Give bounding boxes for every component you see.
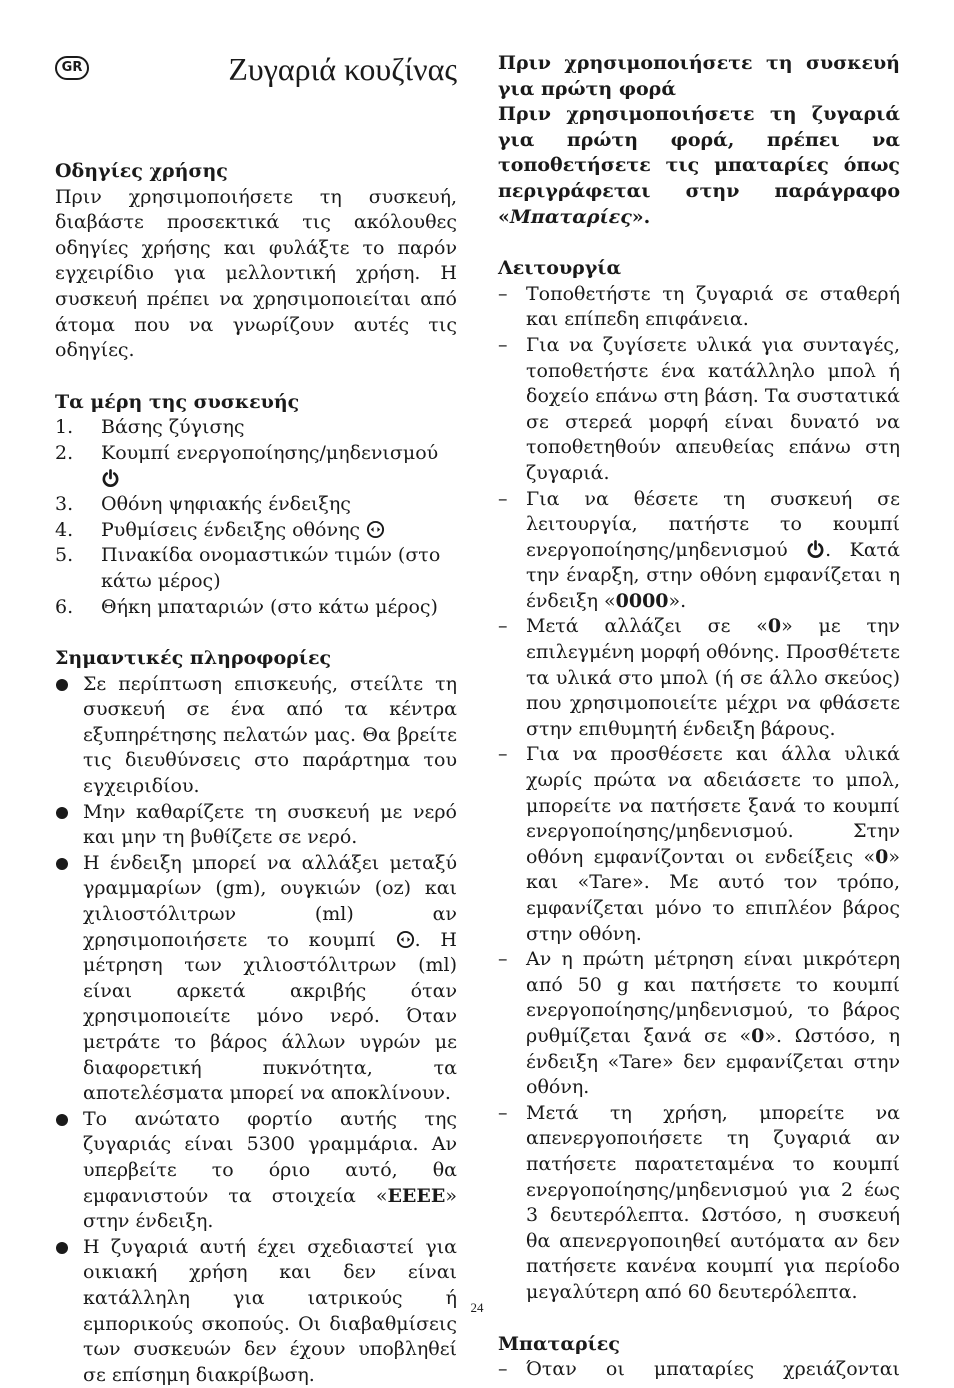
list-item (498, 742, 900, 947)
item-text: » με την επιλεγμένη μορφή οθόνης. Προσθέτετε τα υλικά στο μπολ (ή σε άλλο σκεύος) που χρησιμοποιείτε μέχρι να φθάσετε στην επιθυμητή ένδειξη βάρους. (526, 615, 900, 740)
important-heading: Σημαντικές πληροφορίες (55, 647, 332, 670)
batteries-list (498, 1357, 900, 1383)
item-text: Πινακίδα ονομαστικών τιμών (στο κάτω μέρος) (101, 544, 441, 592)
list-item (55, 595, 457, 621)
dash-marker: – (498, 487, 508, 510)
dash-marker: – (498, 333, 508, 356)
list-item (55, 518, 457, 544)
list-item (498, 1101, 900, 1306)
dash-marker: – (498, 282, 508, 305)
item-number: 3. (55, 493, 74, 516)
first-use-heading: Πριν χρησιμοποιήσετε τη συσκευή για πρώτη φορά (498, 52, 900, 100)
list-item (55, 543, 457, 594)
item-number: 4. (55, 518, 74, 541)
item-number: 1. (55, 416, 74, 439)
list-item: Μην καθαρίζετε τη συσκευή με νερό και μην τη βυθίζετε σε νερό. (55, 800, 457, 851)
item-text: Αν η πρώτη μέτρηση είναι μικρότερη από 50 g και πατήσετε το κουμπί ενεργοποίησης/μηδενισμού, το βάρος ρυθμίζεται ξανά σε « (526, 948, 900, 1047)
item-text: Ρυθμίσεις ένδειξης οθόνης (101, 518, 361, 541)
item-text: Βάσης ζύγισης (101, 416, 245, 439)
batteries-section (498, 1332, 900, 1383)
display-mode-icon (366, 520, 385, 539)
list-item (498, 947, 900, 1101)
list-item (55, 492, 457, 518)
item-text: Τοποθετήστε τη ζυγαριά σε σταθερή και επίπεδη επιφάνεια. (526, 282, 900, 331)
parts-list (55, 415, 457, 620)
important-list (55, 672, 457, 1388)
operation-heading: Λειτουργία (498, 257, 622, 280)
item-text: Το ανώτατο φορτίο αυτής της ζυγαριάς είναι 5300 γραμμάρια. Αν υπερβείτε το όριο αυτό, θα εμφανιστούν τα στοιχεία « (83, 1107, 457, 1207)
item-text: ». Ωστόσο, η ένδειξη «Tare» δεν εμφανίζεται στην οθόνη. (526, 1024, 901, 1099)
list-item (55, 851, 457, 1107)
display-code: 0 (875, 845, 889, 868)
display-code: 0 (767, 615, 782, 638)
item-number: 5. (55, 544, 74, 567)
dash-marker: – (498, 1101, 508, 1124)
instructions-heading: Οδηγίες χρήσης (55, 160, 228, 182)
instructions-text: Πριν χρησιμοποιήσετε τη συσκευή, διαβάστε προσεκτικά τις ακόλουθες οδηγίες χρήσης και φυλάξτε το παρόν εγχειρίδιο για μελλοντική χρήση. Η συσκευή πρέπει να χρησιμοποιείται από άτομα που να γνωρίζουν αυτές τις οδηγίες. (55, 185, 457, 362)
first-use-text (498, 102, 900, 230)
item-text: Μετά αλλάζει σε « (526, 615, 768, 638)
error-code: EEEE (387, 1184, 446, 1207)
item-text: Όταν οι μπαταρίες χρειάζονται (526, 1358, 900, 1381)
right-column (498, 0, 900, 1383)
item-text: Η ένδειξη μπορεί να αλλάξει μεταξύ γραμμαρίων (gm), ουγκιών (oz) και χιλιοστόλιτρων (ml) αν χρησιμοποιήσετε το κουμπί (83, 851, 457, 951)
list-item (498, 487, 900, 615)
item-text: Για να ζυγίσετε υλικά για συνταγές, τοποθετήστε ένα κατάλληλο μπολ ή δοχείο επάνω στη βάση. Τα συστατικά σε στερεά μορφή είναι δυνατό να τοποθετηθούν απευθείας επάνω στη ζυγαριά. (526, 333, 900, 484)
text-part: ». (631, 205, 651, 228)
parts-section (55, 390, 457, 620)
item-text: Για να προσθέσετε και άλλα υλικά χωρίς πρώτα να αδειάσετε το μπολ, μπορείτε να πατήσετε ξανά το κουμπί ενεργοποίησης/μηδενισμού. Στην οθόνη εμφανίζονται οι ενδείξεις « (526, 743, 900, 868)
list-item (55, 1107, 457, 1235)
item-text: Κουμπί ενεργοποίησης/μηδενισμού (101, 441, 439, 464)
dash-marker: – (498, 743, 508, 766)
dash-marker: – (498, 615, 508, 638)
instructions-section (55, 159, 457, 364)
item-number: 6. (55, 595, 74, 618)
item-text: Οθόνη ψηφιακής ένδειξης (101, 493, 351, 516)
page-title: Ζυγαριά κουζίνας (228, 51, 457, 87)
page-number: 24 (470, 1300, 484, 1315)
list-item (498, 282, 900, 333)
parts-heading: Τα μέρη της συσκευής (55, 390, 300, 413)
display-code: 0000 (615, 589, 669, 612)
language-badge: GR (55, 56, 89, 80)
dash-marker: – (498, 1358, 508, 1381)
list-item (498, 333, 900, 487)
operation-section (498, 256, 900, 1305)
list-item (55, 415, 457, 441)
item-text: ». (668, 589, 687, 612)
battery-reference: Μπαταρίες (509, 205, 632, 228)
list-item (498, 1357, 900, 1383)
display-code: 0 (751, 1024, 765, 1047)
list-item (498, 614, 900, 742)
power-icon (806, 540, 825, 559)
item-text: . Κατά την έναρξη, στην οθόνη εμφανίζεται η ένδειξη « (526, 538, 900, 612)
item-text: » και «Tare». Με αυτό τον τρόπο, εμφανίζεται μόνο το επιπλέον βάρος στην οθόνη. (526, 845, 900, 945)
item-text: . Η μέτρηση των χιλιοστόλιτρων (ml) είναι αρκετά ακριβής όταν χρησιμοποιείτε μόνο νερό. Όταν μετράτε το βάρος άλλων υγρών με διαφορετική πυκνότητα, τα αποτελέσματα μπορεί να αποκλίνουν. (83, 928, 457, 1105)
item-text: Θήκη μπαταριών (στο κάτω μέρος) (101, 595, 438, 618)
item-text: » στην ένδειξη. (83, 1184, 457, 1233)
text-part: Πριν χρησιμοποιήσετε τη ζυγαριά για πρώτη φορά, πρέπει να τοποθετήσετε τις μπαταρίες όπως περιγράφεται στην παράγραφο « (498, 103, 900, 228)
display-mode-icon (396, 930, 415, 949)
list-item: Η ζυγαριά αυτή έχει σχεδιαστεί για οικιακή χρήση και δεν είναι κατάλληλη για ιατρικούς ή εμπορικούς σκοπούς. Οι διαβαθμίσεις των συσκευών δεν έχουν υποβληθεί σε επίσημη διακρίβωση. (55, 1235, 457, 1388)
item-text: Για να θέσετε τη συσκευή σε λειτουργία, πατήστε το κουμπί ενεργοποίησης/μηδενισμού (526, 487, 900, 561)
list-item: Σε περίπτωση επισκευής, στείλτε τη συσκευή σε ένα από τα κέντρα εξυπηρέτησης πελατών μας. Θα βρείτε τις διευθύνσεις στο παράρτημα του εγχειριδίου. (55, 672, 457, 800)
operation-list (498, 282, 900, 1306)
item-text: Μετά τη χρήση, μπορείτε να απενεργοποιήσετε τη ζυγαριά αν πατήσετε παρατεταμένα το κουμπί ενεργοποίησης/μηδενισμού για 2 έως 3 δευτερόλεπτα. Ωστόσο, η συσκευή θα απενεργοποιηθεί αυτόματα αν δεν πατήσετε κανένα κουμπί για περίοδο μεγαλύτερη από 60 δευτερόλεπτα. (526, 1101, 900, 1303)
important-section (55, 646, 457, 1388)
item-number: 2. (55, 441, 74, 464)
left-column (55, 0, 457, 1388)
list-item (55, 441, 457, 492)
dash-marker: – (498, 948, 508, 971)
batteries-heading: Μπαταρίες (498, 1332, 620, 1355)
power-icon (101, 469, 120, 488)
first-use-section (498, 51, 900, 230)
